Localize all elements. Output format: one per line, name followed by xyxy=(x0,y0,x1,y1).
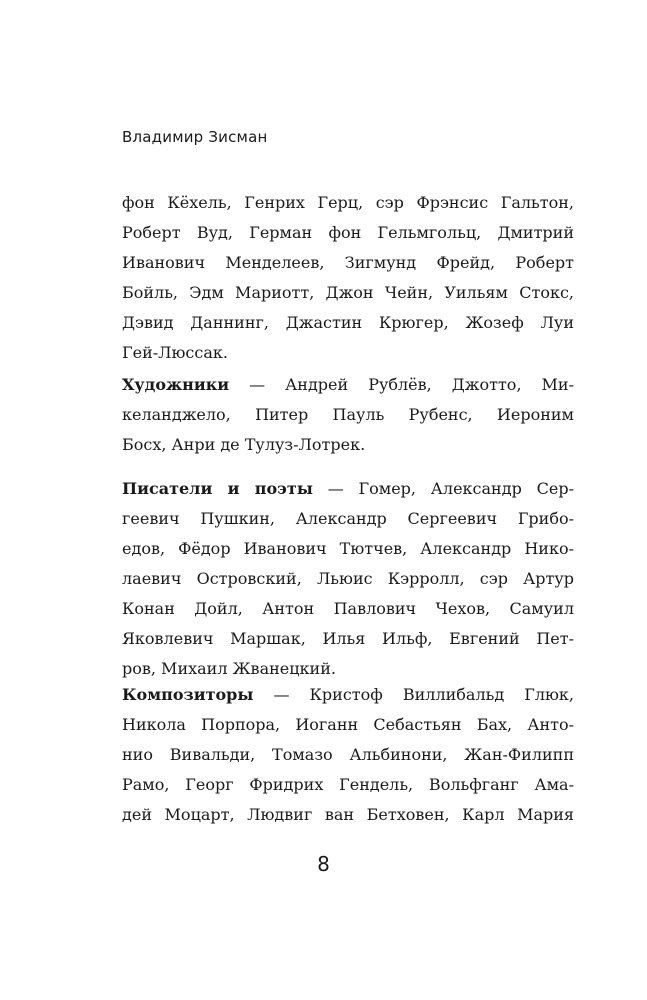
text-line: Босх, Анри де Тулуз-Лотрек. xyxy=(122,435,366,454)
paragraph-heading: Писатели и поэты xyxy=(122,479,313,498)
text-line: лаевич Островский, Льюис Кэрролл, сэр Артур xyxy=(122,569,574,588)
text-line: Иванович Менделеев, Зигмунд Фрейд, Роберт xyxy=(122,253,574,272)
text-line xyxy=(122,474,574,504)
text-line: келанджело, Питер Пауль Рубенс, Иероним xyxy=(122,405,574,424)
text-line xyxy=(122,370,574,400)
text-line: едов, Фёдор Иванович Тютчев, Александр Нико- xyxy=(122,539,574,558)
text-line: Гей-Люссак. xyxy=(122,343,228,362)
text-run: — Гомер, Александр Сер- xyxy=(312,479,574,498)
paragraph-composers xyxy=(122,680,574,830)
text-line: Бойль, Эдм Мариотт, Джон Чейн, Уильям Стокс, xyxy=(122,283,574,302)
paragraph-heading: Композиторы xyxy=(122,685,254,704)
text-line: Никола Порпора, Иоганн Себастьян Бах, Анто- xyxy=(122,715,574,734)
text-run: — Кристоф Виллибальд Глюк, xyxy=(253,685,574,704)
text-line: фон Кёхель, Генрих Герц, сэр Фрэнсис Гальтон, xyxy=(122,193,574,212)
text-line: Яковлевич Маршак, Илья Ильф, Евгений Пет- xyxy=(122,629,574,648)
running-head-author: Владимир Зисман xyxy=(122,128,268,146)
text-line xyxy=(122,680,574,710)
paragraph-artists xyxy=(122,370,574,460)
text-run: — Андрей Рублёв, Джотто, Ми- xyxy=(229,375,574,394)
paragraph-scientists-continued xyxy=(122,188,574,368)
text-line: нио Вивальди, Томазо Альбинони, Жан-Филипп xyxy=(122,745,574,764)
text-line: геевич Пушкин, Александр Сергеевич Грибо- xyxy=(122,509,574,528)
text-line: дей Моцарт, Людвиг ван Бетховен, Карл Мария xyxy=(122,805,574,824)
text-line: ров, Михаил Жванецкий. xyxy=(122,659,336,678)
paragraph-heading: Художники xyxy=(122,375,230,394)
text-line: Дэвид Даннинг, Джастин Крюгер, Жозеф Луи xyxy=(122,313,574,332)
text-line: Рамо, Георг Фридрих Гендель, Вольфганг Ама- xyxy=(122,775,574,794)
text-line: Конан Дойл, Антон Павлович Чехов, Самуил xyxy=(122,599,574,618)
page-number: 8 xyxy=(317,852,330,876)
paragraph-writers-poets xyxy=(122,474,574,684)
text-line: Роберт Вуд, Герман фон Гельмгольц, Дмитрий xyxy=(122,223,574,242)
